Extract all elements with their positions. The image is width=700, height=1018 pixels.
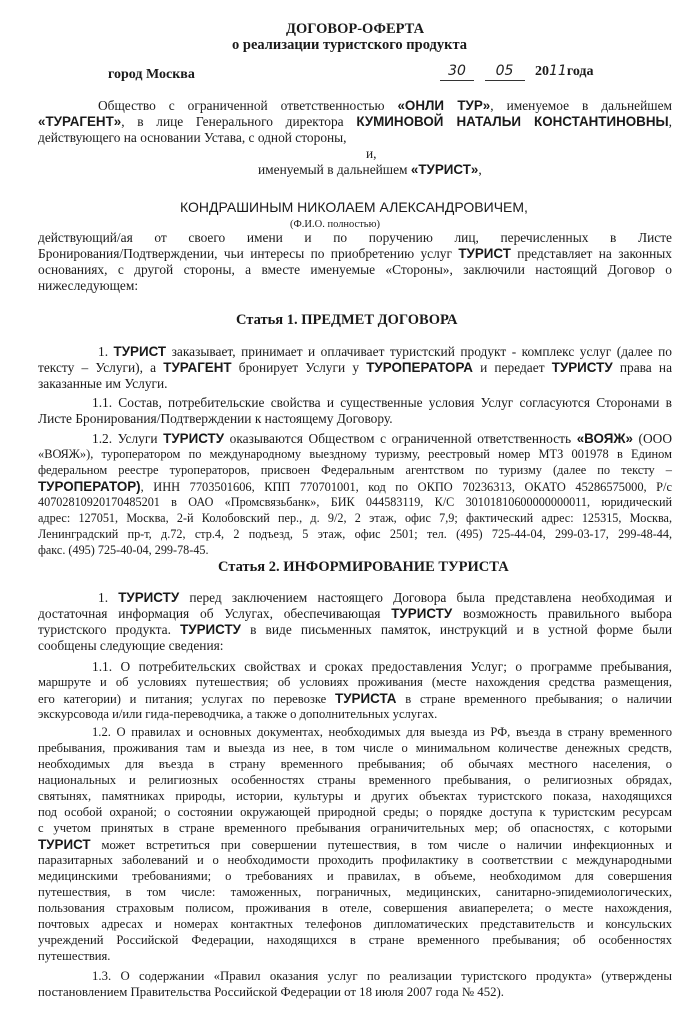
intro-par-2: Бронирования/Подтверждении, чьи интересы по приобретению услуг ТУРИСТ представляет на законных xyxy=(38,246,672,261)
a2-clause-1-2-line-14: учреждений Российской Федерации, находящихся в стране временного пребывания; об особенностях xyxy=(38,933,672,947)
article-1-title: Статья 1. ПРЕДМЕТ ДОГОВОРА xyxy=(236,312,458,328)
a2-clause-1-2-line-15: путешествия. xyxy=(38,949,111,963)
and-word: и, xyxy=(366,146,377,161)
contract-date xyxy=(440,64,594,81)
a2-clause-1-3-line-1: 1.3. О содержании «Правил оказания услуг по реализации туристского продукта» (утверждены xyxy=(92,969,672,983)
a1-clause-1-2-line-3: федеральном реестре туроператоров, присвоен Федеральным агентством по туризму (далее по тексту – xyxy=(38,463,672,477)
a2-clause-1-2-line-4: национальных и религиозных особенностях страны временного пребывания, о религиозных обрядах, xyxy=(38,773,672,787)
a2-clause-1-1-line-1: 1.1. О потребительских свойствах и сроках предоставления Услуг; о программе пребывания, xyxy=(92,659,672,674)
a2-clause-1-2-line-7: с учетом принятых в стране временного пребывания ограничительных мер; об опасностях, с которыми xyxy=(38,821,672,835)
city: город Москва xyxy=(108,67,195,82)
a2-clause-1-2-line-6: под особой охраной; о состоянии окружающей природной среды; о порядке доступа к туристским ресурсам xyxy=(38,805,672,819)
a2-clause-1-line-1: 1. ТУРИСТУ перед заключением настоящего Договора была представлена необходимая и xyxy=(98,590,672,605)
a1-clause-1-line-1: 1. ТУРИСТ заказывает, принимает и оплачивает туристский продукт - комплекс услуг (далее по xyxy=(98,344,672,359)
a2-clause-1-2-line-3: необходимых для въезда в страну временного пребывания; об обычаях местного населения, о xyxy=(38,757,672,771)
a2-clause-1-2-line-12: пользования страховым полисом, проживания в отеле, совершения авиаперелета; о месте нахождения, xyxy=(38,901,672,915)
director-name: КУМИНОВОЙ НАТАЛЬИ КОНСТАНТИНОВНЫ xyxy=(356,114,669,129)
a1-clause-1-2-line-7: Ленинградский пр-т, д.72, стр.4, 2 подъезд, 5 этаж, офис 2501; тел. (495) 725-44-04, 299-03-17, 299-48-44, xyxy=(38,527,672,541)
a1-clause-1-2-line-6: адрес: 127051, Москва, 2-й Колобовский пер., д. 9/2, 2 этаж, офис 7,9; фактический адрес: 125315, Москва, xyxy=(38,511,672,525)
intro-par-3: основаниях, с другой стороны, а вместе именуемые «Стороны», заключили настоящий Договор о xyxy=(38,262,672,277)
company-name: «ОНЛИ ТУР» xyxy=(397,98,491,113)
date-month: 05 xyxy=(485,64,525,81)
a2-clause-1-1-line-3: его категории) и питания; услугах по перевозке ТУРИСТА в стране временного пребывания; о наличии xyxy=(38,691,673,706)
fio-caption: (Ф.И.О. полностью) xyxy=(290,219,380,230)
intro-par-1: действующий/ая от своего имени и по поручению лиц, перечисленных в Листе xyxy=(38,230,672,245)
document-title: ДОГОВОР-ОФЕРТА xyxy=(286,21,425,37)
date-day: 30 xyxy=(440,64,474,81)
a1-clause-1-2-line-5: 40702810920170485201 в ОАО «Промсвязьбанк», БИК 044583119, К/С 30101810600000000011, юридический xyxy=(38,495,672,509)
intro-line-2: «ТУРАГЕНТ», в лице Генерального директора КУМИНОВОЙ НАТАЛЬИ КОНСТАНТИНОВНЫ, xyxy=(38,114,672,129)
a2-clause-1-2-line-10: медицинскими требованиями; о требованиях и правилах, в объеме, необходимом для совершения xyxy=(38,869,672,883)
role-agent: «ТУРАГЕНТ» xyxy=(38,114,122,129)
a2-clause-1-2-line-9: паразитарных заболеваний и о необходимости проходить профилактику в соответствии с международными xyxy=(38,853,672,867)
intro-par-4: нижеследующем: xyxy=(38,278,139,293)
article-2-title: Статья 2. ИНФОРМИРОВАНИЕ ТУРИСТА xyxy=(218,559,509,575)
tourist-name: КОНДРАШИНЫМ НИКОЛАЕМ АЛЕКСАНДРОВИЧЕМ, xyxy=(180,199,528,215)
a2-clause-1-line-4: сообщены следующие сведения: xyxy=(38,638,224,653)
a2-clause-1-line-2: достаточная информация об Услугах, обеспечивающая ТУРИСТУ возможность правильного выбора xyxy=(38,606,672,621)
a1-clause-1-2-line-8: факс. (495) 725-40-04, 299-78-45. xyxy=(38,543,209,557)
a2-clause-1-1-line-4: экскурсовода и/или гида-переводчика, а также о дополнительных услугах. xyxy=(38,707,438,721)
a1-clause-1-line-3: заказанные им Услуги. xyxy=(38,376,168,391)
a2-clause-1-2-line-1: 1.2. О правилах и основных документах, необходимых для выезда из РФ, въезда в страну временного xyxy=(92,725,672,739)
a1-clause-1-2-line-4: ТУРОПЕРАТОР), ИНН 7703501606, КПП 770701001, код по ОКПО 70236313, ОКАТО 45286575000, Р/с xyxy=(38,479,672,494)
a2-clause-1-3-line-2: постановлением Правительства Российской Федерации от 18 июля 2007 года № 452). xyxy=(38,985,504,999)
date-year-prefix: 20 xyxy=(535,64,549,79)
intro-line-1: Общество с ограниченной ответственностью «ОНЛИ ТУР», именуемое в дальнейшем xyxy=(98,98,672,113)
a2-clause-1-2-line-13: почтовых адресах и номерах контактных телефонов дипломатических представительств и консульских xyxy=(38,917,672,931)
a2-clause-1-1-line-2: маршруте и об условиях путешествия; об условиях проживания (месте нахождения средства размещения, xyxy=(38,675,672,689)
a1-clause-1-2-line-1: 1.2. Услуги ТУРИСТУ оказываются Обществом с ограниченной ответственность «ВОЯЖ» (ООО xyxy=(92,431,672,446)
a1-clause-1-2-line-2: «ВОЯЖ»), туроператором по международному выездному туризму, реестровый номер МТЗ 001978 в Едином xyxy=(38,447,672,461)
a1-clause-1-line-2: тексту – Услуги), а ТУРАГЕНТ бронирует Услуги у ТУРОПЕРАТОРА и передает ТУРИСТУ права на xyxy=(38,360,673,375)
date-year-suffix: 11 xyxy=(549,63,567,79)
a2-clause-1-line-3: туристского продукта. ТУРИСТУ в виде письменных памяток, инструкций и в устной форме были xyxy=(38,622,672,637)
document-subtitle: о реализации туристского продукта xyxy=(232,37,468,53)
a2-clause-1-2-line-2: пребывания, проживания там и выезда из нее, в том числе о минимальном количестве денежных средств, xyxy=(38,741,672,755)
a1-clause-1-1-line-1: 1.1. Состав, потребительские свойства и существенные условия Услуг согласуются Сторонами в xyxy=(92,395,672,410)
a2-clause-1-2-line-5: святынях, памятниках природы, истории, культуры и других объектах туристского показа, находящихся xyxy=(38,789,672,803)
a2-clause-1-2-line-11: путешествия, в том числе: таможенных, пограничных, медицинских, санитарно-эпидемиологических, xyxy=(38,885,672,899)
a1-clause-1-1-line-2: Листе Бронирования/Подтверждении к настоящему Договору. xyxy=(38,411,393,426)
role-tourist: «ТУРИСТ» xyxy=(410,162,479,177)
intro-line-3: действующего на основании Устава, с одной стороны, xyxy=(38,130,347,145)
a2-clause-1-2-line-8: ТУРИСТ может встретиться при совершении путешествия, в том числе о наличии инфекционных и xyxy=(38,837,672,852)
date-word: года xyxy=(566,64,594,79)
intro-line-4: именуемый в дальнейшем «ТУРИСТ», xyxy=(258,162,482,177)
